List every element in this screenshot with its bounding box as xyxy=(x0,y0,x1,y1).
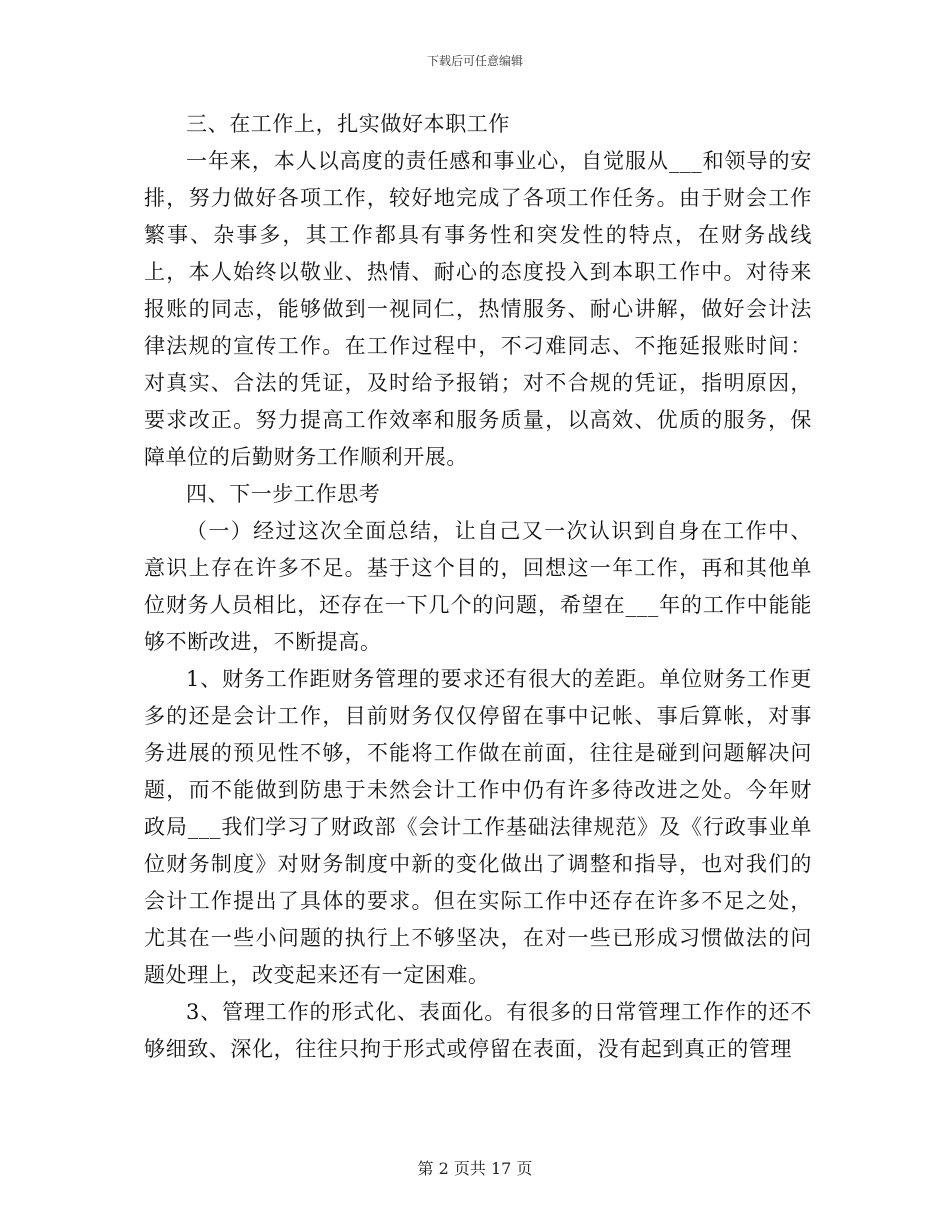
paragraph-item-1: 1、财务工作距财务管理的要求还有很大的差距。单位财务工作更多的还是会计工作，目前财务仅仅停留在事中记帐、事后算帐，对事务进展的预见性不够，不能将工作做在前面，往往是碰到问题解决问题，而不能做到防患于未然会计工作中仍有许多待改进之处。今年财政局___我们学习了财政部《会计工作基础法律规范》及《行政事业单位财务制度》对财务制度中新的变化做出了调整和指导，也对我们的会计工作提出了具体的要求。但在实际工作中还存在许多不足之处，尤其在一些小问题的执行上不够坚决，在对一些已形成习惯做法的问题处理上，改变起来还有一定困难。 xyxy=(144,667,812,987)
section-heading-three: 三、在工作上，扎实做好本职工作 xyxy=(186,112,510,136)
paragraph-work-summary: 一年来，本人以高度的责任感和事业心，自觉服从___和领导的安排，努力做好各项工作，较好地完成了各项工作任务。由于财会工作繁事、杂事多，其工作都具有事务性和突发性的特点，在财务战线上，本人始终以敬业、热情、耐心的态度投入到本职工作中。对待来报账的同志，能够做到一视同仁，热情服务、耐心讲解，做好会计法律法规的宣传工作。在工作过程中，不刁难同志、不拖延报账时间：对真实、合法的凭证，及时给予报销；对不合规的凭证，指明原因，要求改正。努力提高工作效率和服务质量，以高效、优质的服务，保障单位的后勤财务工作顺利开展。 xyxy=(144,149,812,469)
section-heading-four: 四、下一步工作思考 xyxy=(186,482,381,506)
paragraph-reflection: （一）经过这次全面总结，让自己又一次认识到自身在工作中、意识上存在许多不足。基于这个目的，回想这一年工作，再和其他单位财务人员相比，还存在一下几个的问题，希望在___年的工作中能能够不断改进，不断提高。 xyxy=(144,519,812,654)
paragraph-item-3: 3、管理工作的形式化、表面化。有很多的日常管理工作作的还不够细致、深化，往往只拘于形式或停留在表面，没有起到真正的管理 xyxy=(144,1000,812,1061)
document-body xyxy=(144,106,812,1068)
page-footer: 第 2 页共 17 页 xyxy=(417,1159,533,1178)
page-header: 下载后可任意编辑 xyxy=(426,54,523,68)
